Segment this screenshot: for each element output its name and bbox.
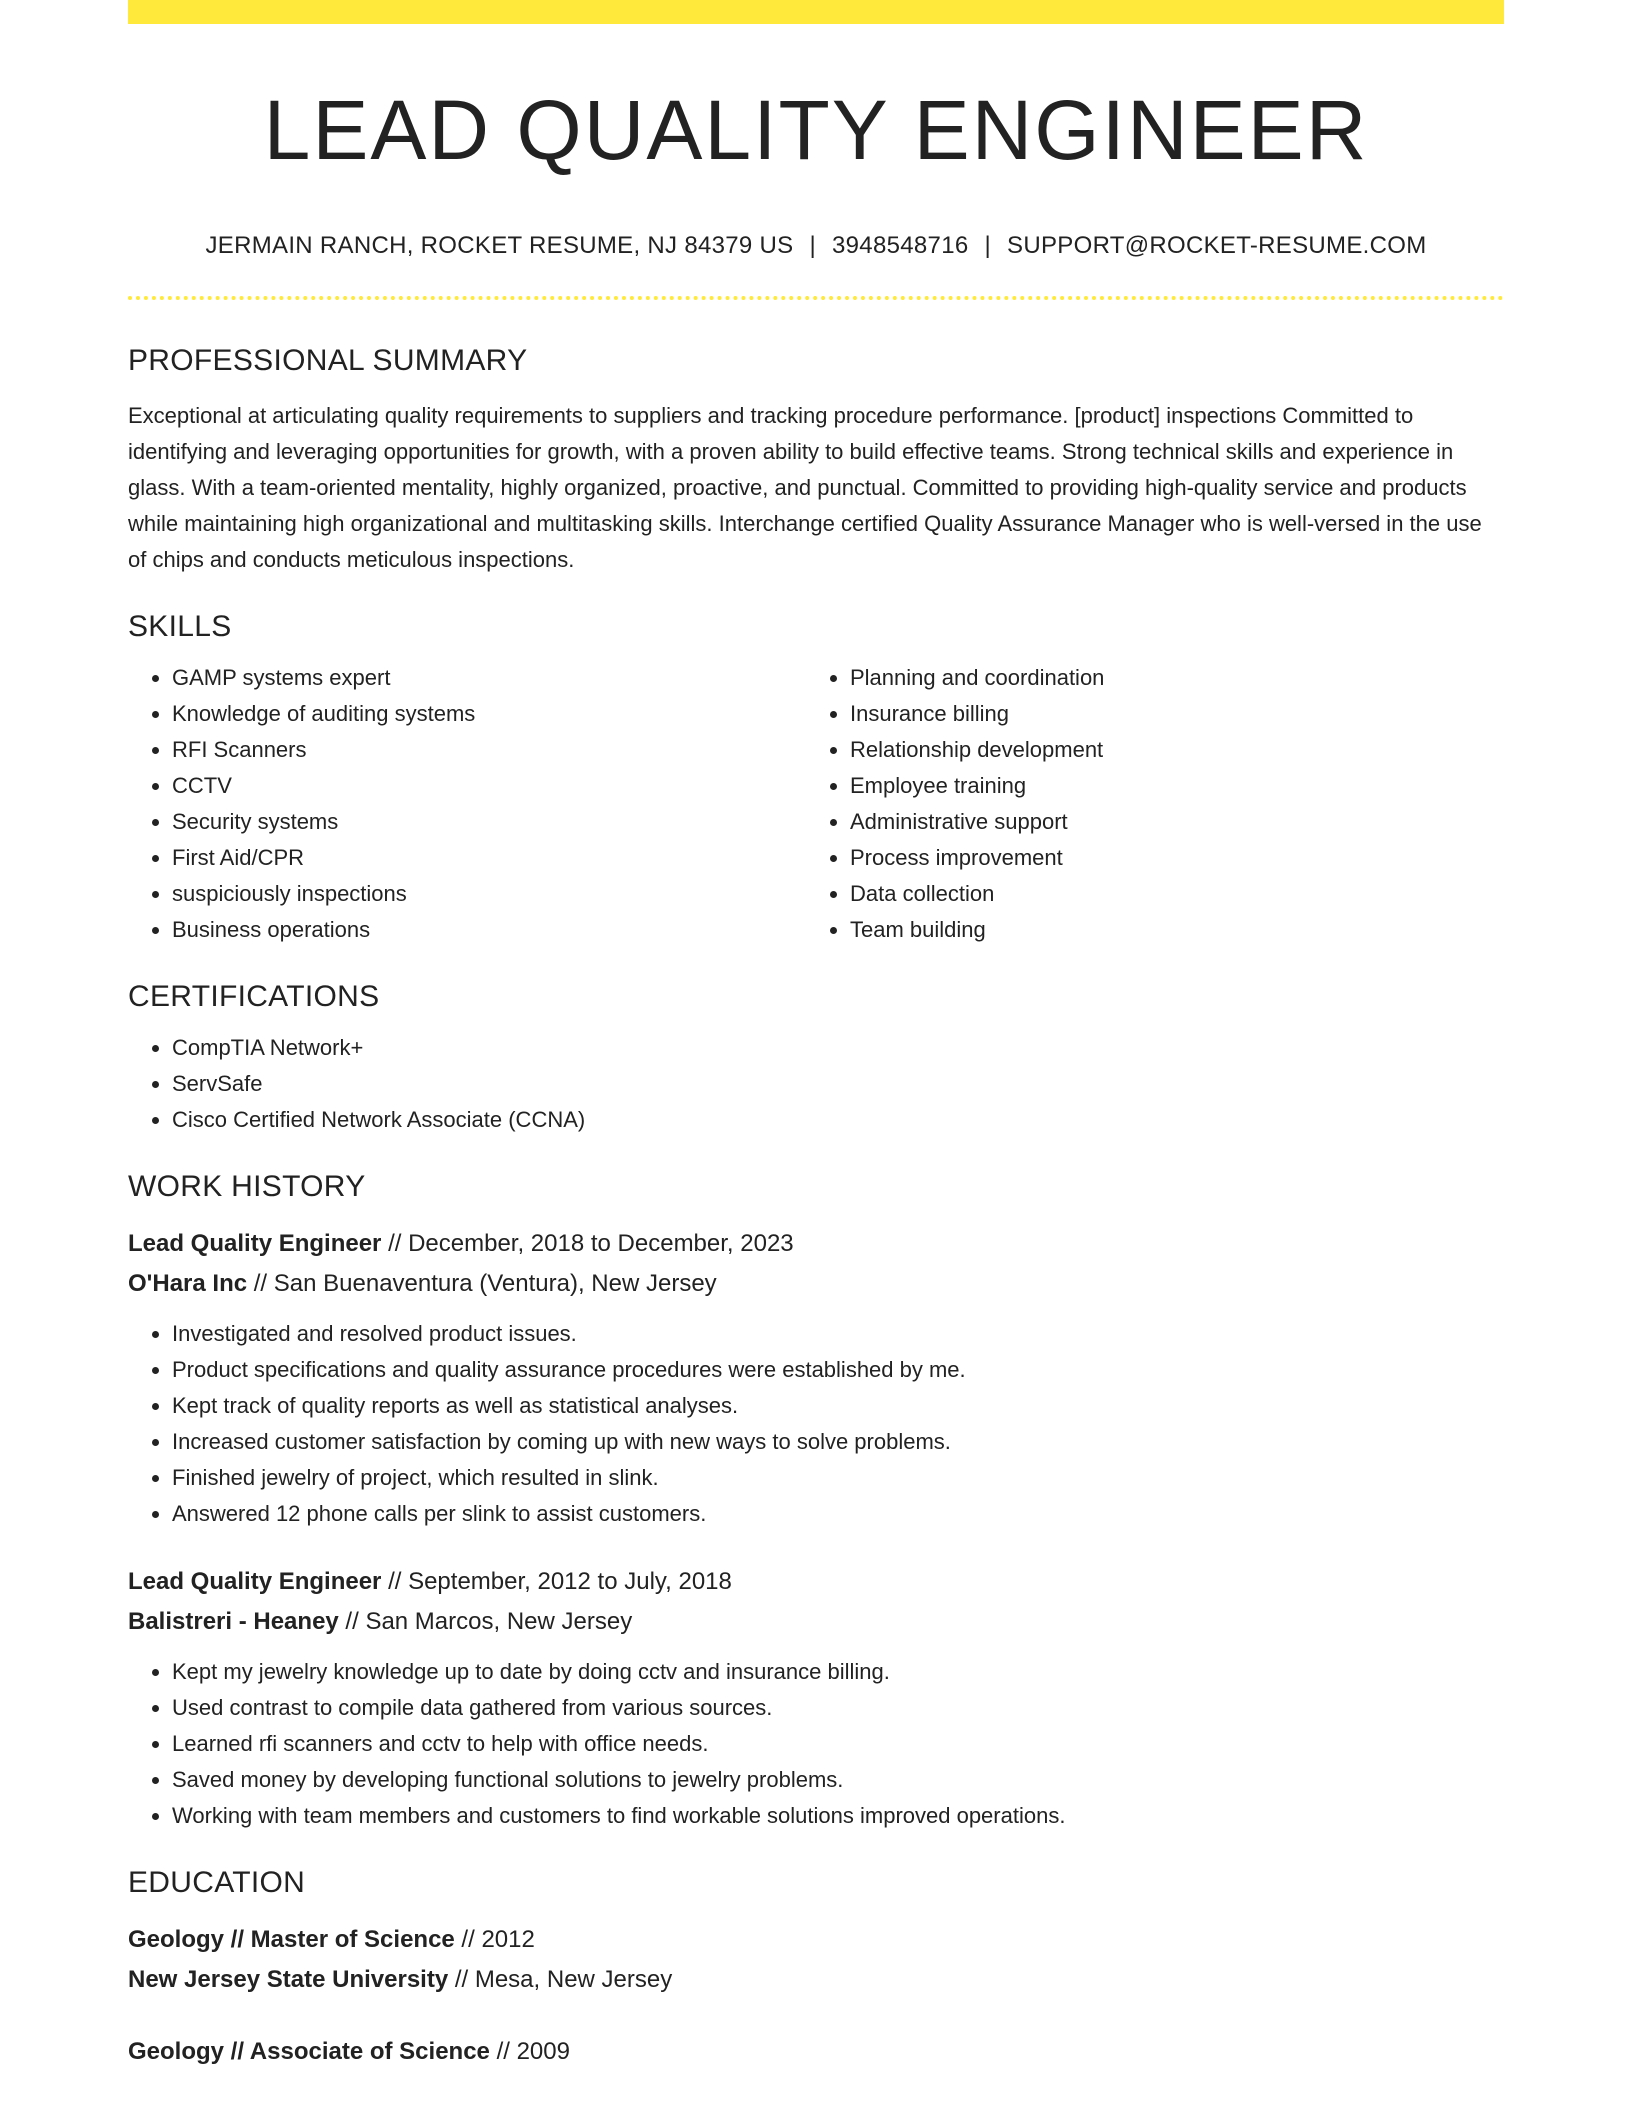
contact-separator: |	[984, 232, 992, 259]
contact-phone: 3948548716	[832, 232, 969, 259]
education-school: New Jersey State University	[128, 1966, 449, 1993]
skill-item: • Relationship development	[850, 732, 1484, 768]
education-degree: Geology // Associate of Science	[128, 2038, 490, 2065]
job-title-line	[128, 1562, 1504, 1602]
education-year: // 2009	[489, 2038, 570, 2065]
work-history-heading: WORK HISTORY	[128, 1170, 366, 1203]
skills-heading: SKILLS	[128, 610, 232, 643]
job-bullet: • Used contrast to compile data gathered from various sources.	[172, 1690, 1504, 1726]
job-bullet: • Product specifications and quality assurance procedures were established by me.	[172, 1352, 1504, 1388]
summary-text: Exceptional at articulating quality requirements to suppliers and tracking procedure performance. [product] inspections Committed to identifying and leveraging opportunities for growth, with a proven ability to build effective teams. Strong technical skills and experience in glass. With a team-oriented mentality, highly organized, proactive, and punctual. Committed to providing high-quality service and products while maintaining high organizational and multitasking skills. Interchange certified Quality Assurance Manager who is well-versed in the use of chips and conducts meticulous inspections.	[128, 403, 1482, 572]
job-dates: // December, 2018 to December, 2023	[381, 1230, 794, 1257]
skill-item: • Process improvement	[850, 840, 1484, 876]
skill-item: • Employee training	[850, 768, 1484, 804]
job-location: // San Buenaventura (Ventura), New Jersey	[247, 1270, 717, 1297]
skill-item: • Knowledge of auditing systems	[172, 696, 806, 732]
job-location: // San Marcos, New Jersey	[338, 1608, 633, 1635]
certification-item: • Cisco Certified Network Associate (CCNA)	[172, 1102, 1504, 1138]
skills-columns	[128, 660, 1504, 948]
job-bullet: • Kept track of quality reports as well as statistical analyses.	[172, 1388, 1504, 1424]
certifications-heading: CERTIFICATIONS	[128, 980, 380, 1013]
job-dates: // September, 2012 to July, 2018	[381, 1568, 732, 1595]
summary-heading: PROFESSIONAL SUMMARY	[128, 344, 528, 377]
education-degree-line	[128, 1920, 1504, 1960]
skill-item: • Security systems	[172, 804, 806, 840]
education-heading: EDUCATION	[128, 1866, 306, 1899]
skill-item: • Administrative support	[850, 804, 1484, 840]
education-entry	[128, 2032, 1504, 2072]
job-bullet: • Increased customer satisfaction by coming up with new ways to solve problems.	[172, 1424, 1504, 1460]
job-bullet: • Learned rfi scanners and cctv to help with office needs.	[172, 1726, 1504, 1762]
resume-page	[128, 0, 1504, 2072]
job-bullet: • Saved money by developing functional solutions to jewelry problems.	[172, 1762, 1504, 1798]
job-bullet: • Finished jewelry of project, which resulted in slink.	[172, 1460, 1504, 1496]
contact-separator: |	[809, 232, 817, 259]
contact-address: JERMAIN RANCH, ROCKET RESUME, NJ 84379 US	[205, 232, 794, 259]
job-bullet: • Kept my jewelry knowledge up to date by doing cctv and insurance billing.	[172, 1654, 1504, 1690]
job-company-line	[128, 1602, 1504, 1642]
certification-item: • ServSafe	[172, 1066, 1504, 1102]
skill-item: • RFI Scanners	[172, 732, 806, 768]
education-year: // 2012	[454, 1926, 535, 1953]
accent-top-bar	[128, 0, 1504, 24]
contact-email: SUPPORT@ROCKET-RESUME.COM	[1007, 232, 1427, 259]
skill-item: • GAMP systems expert	[172, 660, 806, 696]
skill-item: • suspiciously inspections	[172, 876, 806, 912]
skill-item: • First Aid/CPR	[172, 840, 806, 876]
education-entry	[128, 1920, 1504, 2000]
certification-item: • CompTIA Network+	[172, 1030, 1504, 1066]
job-company-line	[128, 1264, 1504, 1304]
skill-item: • Data collection	[850, 876, 1484, 912]
job-company: Balistreri - Heaney	[128, 1608, 339, 1635]
job-company: O'Hara Inc	[128, 1270, 248, 1297]
education-degree: Geology // Master of Science	[128, 1926, 455, 1953]
job-bullet: • Answered 12 phone calls per slink to assist customers.	[172, 1496, 1504, 1532]
skill-item: • Business operations	[172, 912, 806, 948]
education-location: // Mesa, New Jersey	[448, 1966, 673, 1993]
certifications-list	[128, 1030, 1504, 1138]
skill-item: • CCTV	[172, 768, 806, 804]
education-school-line	[128, 1960, 1504, 2000]
skill-item: • Team building	[850, 912, 1484, 948]
job-bullet: • Investigated and resolved product issues.	[172, 1316, 1504, 1352]
job-bullet: • Working with team members and customers to find workable solutions improved operations.	[172, 1798, 1504, 1834]
job-entry	[128, 1562, 1504, 1834]
skills-list-left	[128, 660, 806, 948]
job-bullets	[128, 1654, 1504, 1834]
skill-item: • Planning and coordination	[850, 660, 1484, 696]
job-role: Lead Quality Engineer	[128, 1568, 382, 1595]
resume-title: LEAD QUALITY ENGINEER	[263, 83, 1369, 177]
job-bullets	[128, 1316, 1504, 1532]
skills-list-right	[806, 660, 1484, 948]
dotted-divider	[128, 296, 1504, 300]
job-role: Lead Quality Engineer	[128, 1230, 382, 1257]
job-title-line	[128, 1224, 1504, 1264]
education-degree-line	[128, 2032, 1504, 2072]
skill-item: • Insurance billing	[850, 696, 1484, 732]
contact-line	[128, 232, 1504, 260]
job-entry	[128, 1224, 1504, 1532]
